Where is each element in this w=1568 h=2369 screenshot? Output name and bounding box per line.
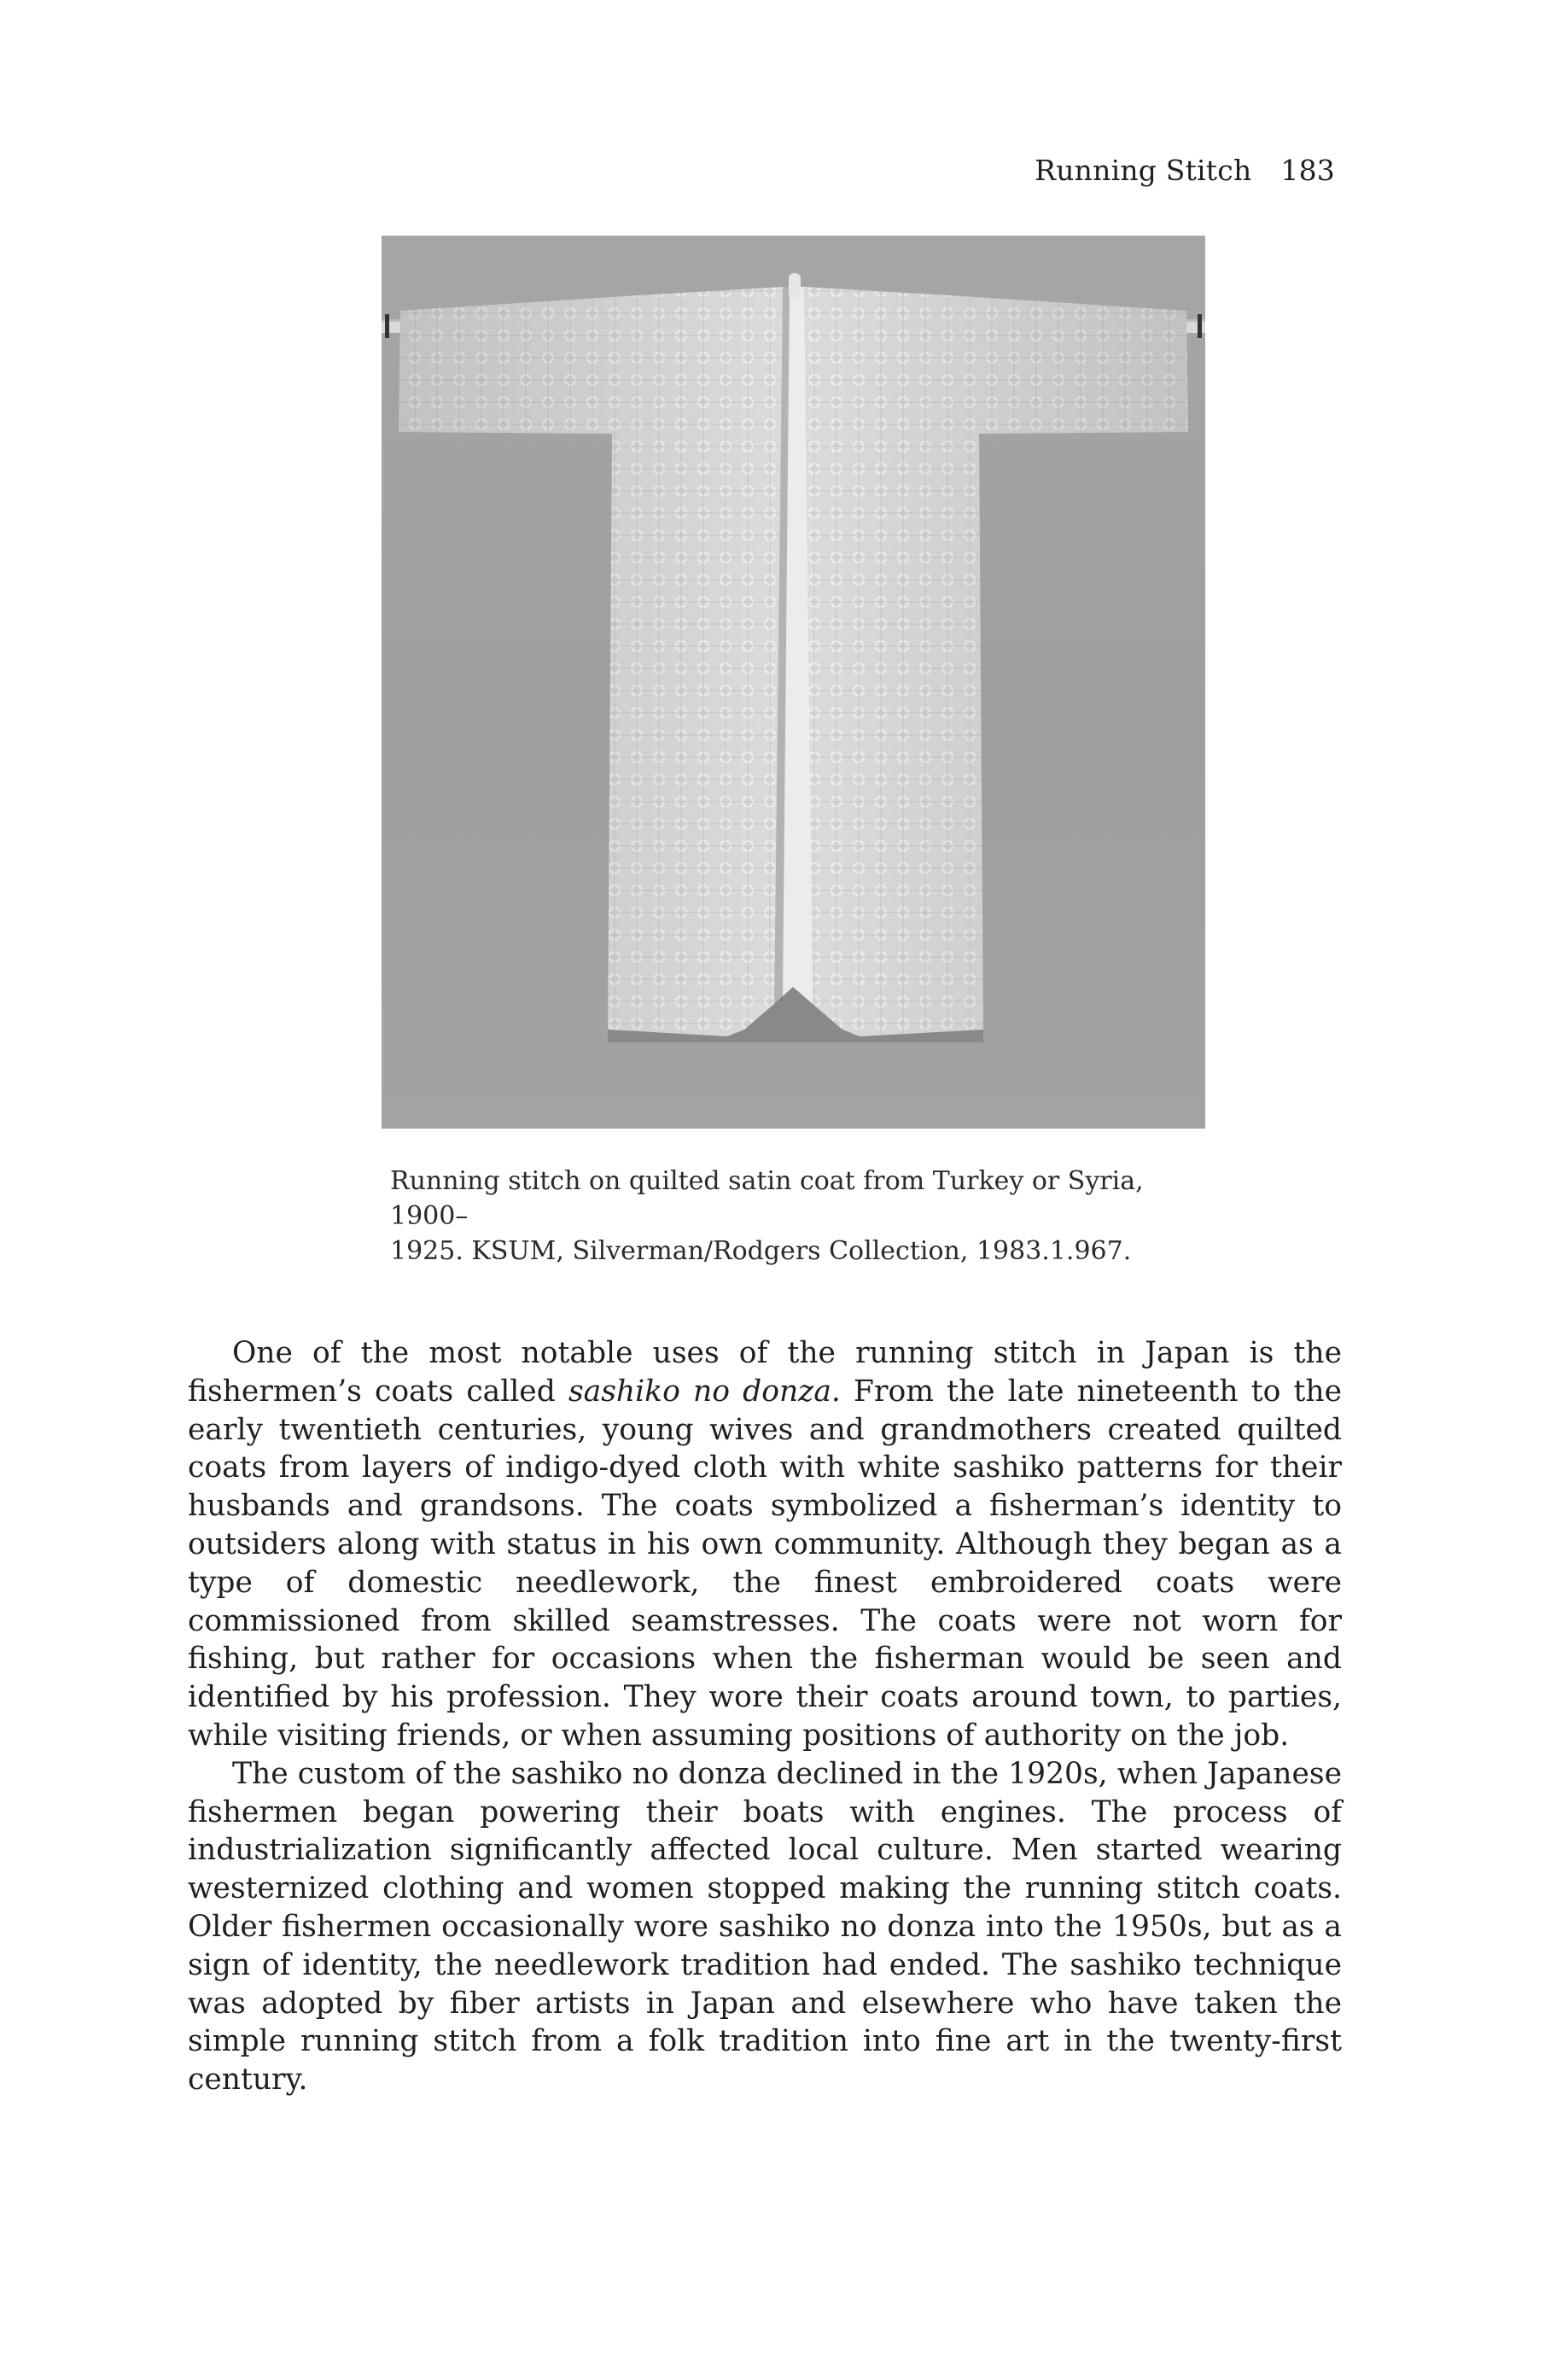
- caption-line: 1925. KSUM, Silverman/Rodgers Collection, 1983.1.967.: [390, 1236, 1132, 1266]
- running-title: Running Stitch: [1035, 154, 1252, 187]
- paragraph-1: [188, 1334, 1342, 1755]
- body-text: [188, 1334, 1342, 2099]
- running-head: [1035, 154, 1335, 187]
- page-number: 183: [1280, 154, 1335, 187]
- italic-term: sashiko no donza.: [568, 1374, 841, 1409]
- caption-line: Running stitch on quilted satin coat from Turkey or Syria, 1900–: [390, 1166, 1144, 1231]
- figure-caption: [390, 1164, 1210, 1269]
- paragraph-1-text-rest: From the late nineteenth to the early twentieth centuries, young wives and grandmothers created quilted coats from layers of indigo-dyed cloth with white sashiko patterns for their husbands and grandsons. The coats symbolized a fisherman’s identity to outsiders along with status in his own community. Although they began as a type of domestic needlework, the finest embroidered coats were commissioned from skilled seamstresses. The coats were not worn for fishing, but rather for occasions when the fisherman would be seen and identified by his profession. They wore their coats around town, to parties, while visiting friends, or when assuming positions of authority on the job.: [188, 1374, 1343, 1753]
- quilted-coat-image: [382, 236, 1205, 1129]
- coat-photograph: [382, 236, 1205, 1129]
- paragraph-2: The custom of the sashiko no donza declined in the 1920s, when Japanese fishermen began powering their boats with engines. The process of industrialization significantly affected local culture. Men started wearing westernized clothing and women stopped making the running stitch coats. Older fishermen occasionally wore sashiko no donza into the 1950s, but as a sign of identity, the needlework tradition had ended. The sashiko technique was adopted by fiber artists in Japan and elsewhere who have taken the simple running stitch from a folk tradition into fine art in the twenty-first century.: [188, 1756, 1342, 2098]
- paragraph-1-text-start: One of the most notable uses of the running stitch in Japan is the fishermen’s coats called: [188, 1336, 1342, 1409]
